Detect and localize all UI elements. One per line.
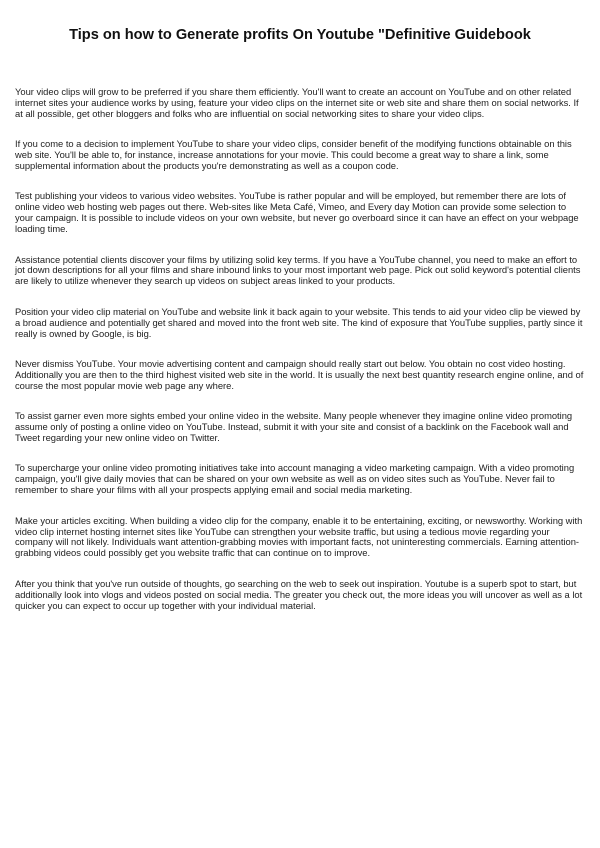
paragraph: Assistance potential clients discover your films by utilizing solid key terms. If you have a YouTube channel, you need to make an effort to jot down descriptions for all your films and share inbound links to your most important web page. Pick out solid keyword's potential clients are likely to utilize whenever they search up videos on subject areas linked to your products. [15,253,581,287]
paragraph: To assist garner even more sights embed your online video in the website. Many people whenever they imagine online video promoting assume only of posting a online video on YouTube. Instead, submit it with your site and consist of a backlink on the Facebook wall and Tweet regarding your new online video on Twitter. [15,410,573,444]
paragraph: Test publishing your videos to various video websites. YouTube is rather popular and will be employed, but remember there are lots of online video web hosting web pages out there. Web-sites like Meta Café, Vimeo, and Every day Motion can provide some selection to your campaign. It is possible to include videos on your own website, but never go overboard since it can have an effect on your webpage loading time. [15,190,579,235]
paragraph: To supercharge your online video promoting initiatives take into account managing a video marketing campaign. With a video promoting campaign, you'll give daily movies that can be shared on your own website as well as on video sites such as YouTube. Never fail to remember to share your films with all your prospects applying email and social media marketing. [15,462,575,496]
paragraph: Your video clips will grow to be preferred if you share them efficiently. You'll want to create an account on YouTube and on other related internet sites your audience works by using, feature your video clips on the internet site or web site and share them on social networks. If at all possible, get other bloggers and folks who are influential on social networking sites to share your video clips. [15,86,579,119]
paragraph: Position your video clip material on YouTube and website link it back again to your website. This tends to aid your video clip be viewed by a broad audience and potentially get shared and moved into the front web site. The kind of exposure that YouTube supplies, partly since it really is owned by Google, is big. [15,305,583,339]
article-body [15,87,585,612]
paragraph: Never dismiss YouTube. Your movie advertising content and campaign should really start out below. You obtain no cost video hosting. Additionally you are then to the third highest visited web site in the world. It is usually the next best quantity research engine online, and of course the most popular movie web page any where. [15,358,584,391]
paragraph: If you come to a decision to implement YouTube to share your video clips, consider benefit of the modifying functions obtainable on this web site. You'll be able to, for instance, increase annotations for your movie. This could become a great way to share a link, some supplemental information about the products you're demonstrating as well as a coupon code. [15,138,572,172]
paragraph: After you think that you've run outside of thoughts, go searching on the web to seek out inspiration. Youtube is a superb spot to start, but additionally look into vlogs and videos posted on social media. The greater you check out, the more ideas you will uncover as well as a lot quicker you can expect to occur up together with your individual material. [15,577,583,611]
paragraph: Make your articles exciting. When building a video clip for the company, enable it to be entertaining, exciting, or newsworthy. Working with video clip internet hosting internet sites like YouTube can strengthen your website traffic, but using a tedious movie regarding your company will not likely. Individuals want attention-grabbing movies with important facts, not uninteresting commercials. Earning attention-grabbing videos could possibly get you website traffic that can continue on to improve. [15,514,583,559]
page-title: Tips on how to Generate profits On Youtube "Definitive Guidebook [69,27,531,43]
